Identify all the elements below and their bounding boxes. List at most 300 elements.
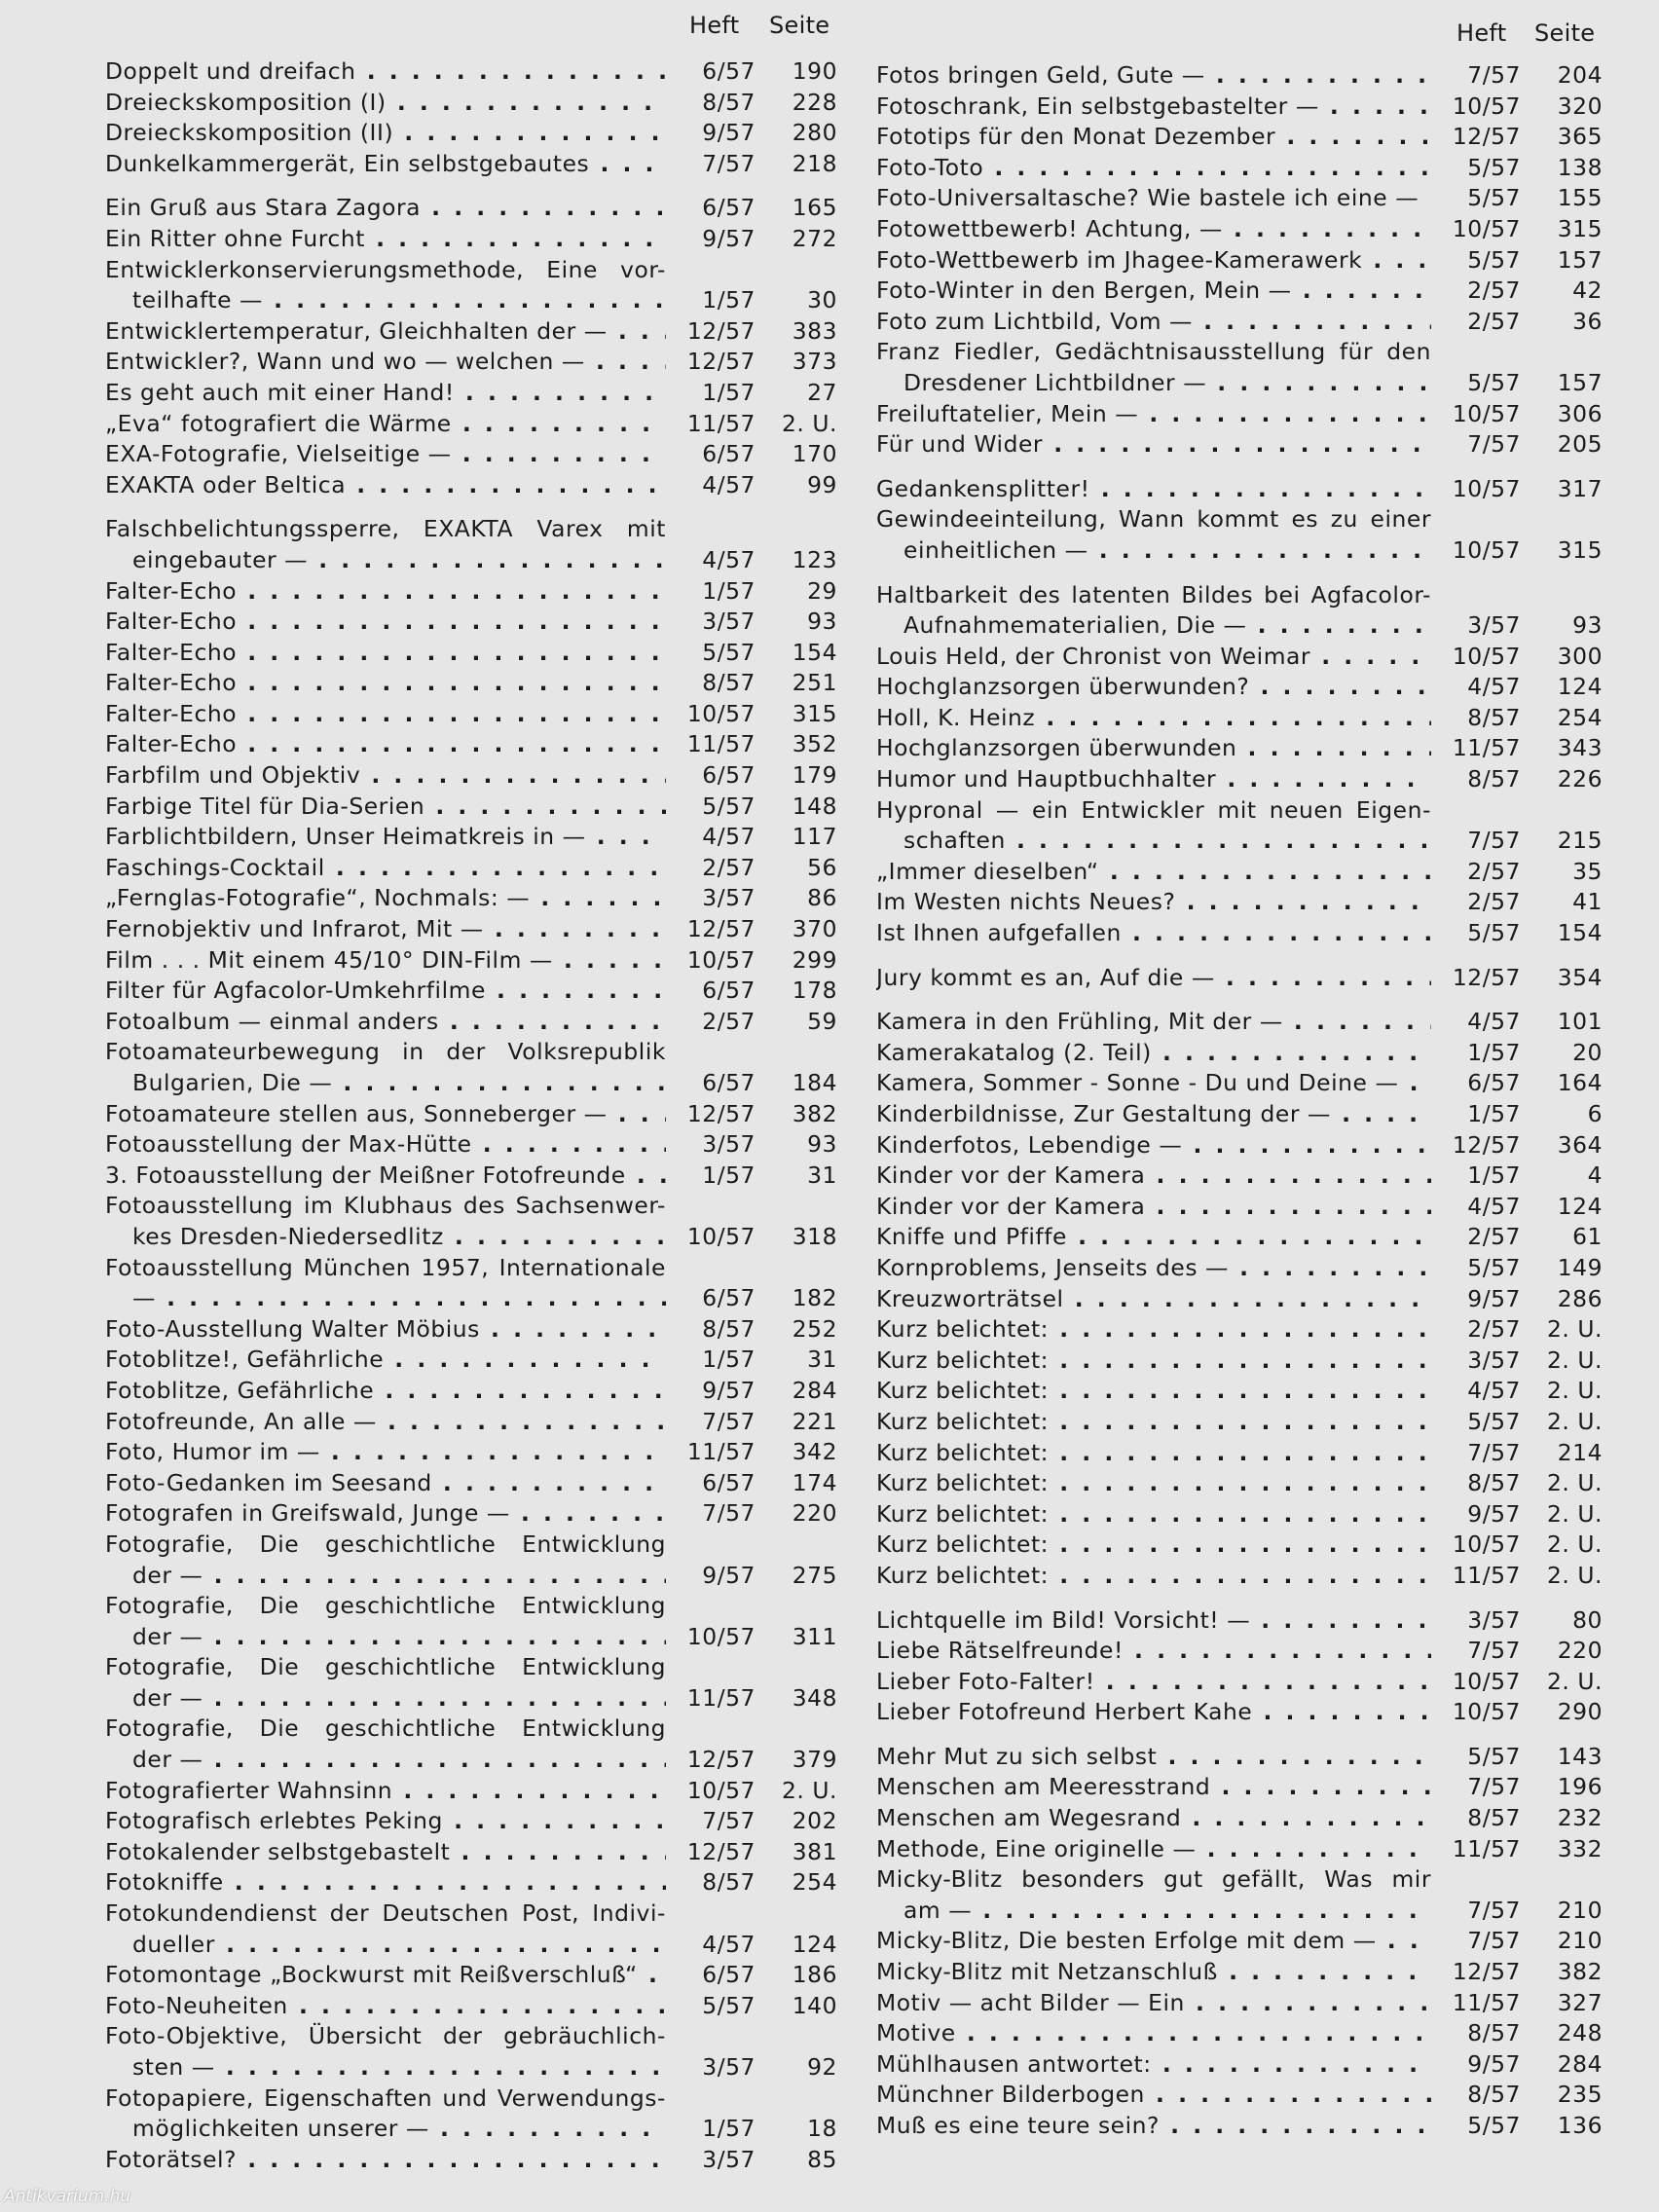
entry-title-line: Falter-Echo . . . bbox=[105, 607, 666, 638]
entry-seite: 196 bbox=[1557, 1773, 1603, 1801]
entry-heft: 10/57 bbox=[1452, 214, 1521, 242]
entry-title-line: Kinderbildnisse, Zur Gestaltung der — . . . bbox=[876, 1099, 1431, 1130]
entry-seite: 124 bbox=[1557, 673, 1603, 701]
index-entry bbox=[876, 1561, 1603, 1592]
entry-title-line: Lichtquelle im Bild! Vorsicht! — . . . bbox=[876, 1605, 1431, 1637]
index-entry bbox=[876, 795, 1603, 857]
entry-seite: 157 bbox=[1557, 368, 1603, 396]
entry-seite: 218 bbox=[792, 149, 837, 177]
entry-seite: 343 bbox=[1557, 734, 1603, 762]
entry-heft: 12/57 bbox=[686, 1099, 756, 1127]
index-entry bbox=[876, 1742, 1603, 1773]
entry-heft: 8/57 bbox=[702, 669, 756, 697]
entry-heft: 5/57 bbox=[1467, 368, 1521, 396]
entry-heft: 9/57 bbox=[1467, 1499, 1521, 1528]
index-entry bbox=[876, 1803, 1603, 1834]
entry-title-line: Methode, Eine originelle — . . . bbox=[876, 1834, 1431, 1865]
entry-heft: 8/57 bbox=[1467, 703, 1521, 731]
entry-title-line: Holl, K. Heinz . . . bbox=[876, 703, 1431, 734]
entry-heft: 8/57 bbox=[702, 88, 756, 116]
entry-heft: 12/57 bbox=[1452, 1130, 1521, 1159]
entry-title-line: Foto-Wettbewerb im Jhagee-Kamerawerk . . . bbox=[876, 245, 1431, 276]
entry-heft: 5/57 bbox=[1467, 2112, 1521, 2139]
entry-heft: 11/57 bbox=[686, 1438, 756, 1466]
entry-heft: 2/57 bbox=[1467, 1315, 1521, 1344]
entry-seite: 251 bbox=[792, 669, 837, 697]
entry-title-line: Fotomontage „Bockwurst mit Reißverschluß“ . . . bbox=[105, 1960, 666, 1991]
index-entry bbox=[105, 439, 837, 470]
entry-title-line: — . . . bbox=[105, 1283, 666, 1314]
index-entry bbox=[105, 88, 837, 119]
section-gap bbox=[876, 949, 1603, 963]
entry-heft: 10/57 bbox=[686, 1776, 756, 1804]
entry-seite: 318 bbox=[792, 1222, 837, 1250]
index-entry bbox=[105, 1129, 837, 1161]
entry-title-line: der — . . . bbox=[105, 1683, 666, 1714]
entry-heft: 1/57 bbox=[702, 286, 756, 314]
entry-seite: 220 bbox=[792, 1499, 837, 1528]
entry-heft: 7/57 bbox=[1467, 1896, 1521, 1924]
entry-title-line: kes Dresden-Niedersedlitz . . . bbox=[105, 1222, 666, 1253]
entry-title-line: Filter für Agfacolor-Umkehrfilme . . . bbox=[105, 976, 666, 1007]
entry-heft: 2/57 bbox=[702, 853, 756, 881]
index-entry bbox=[876, 1314, 1603, 1346]
entry-title-line: Hochglanzsorgen überwunden . . . bbox=[876, 733, 1431, 764]
entry-heft: 10/57 bbox=[1452, 1667, 1521, 1695]
entry-seite: 381 bbox=[792, 1837, 837, 1865]
entry-heft: 9/57 bbox=[702, 1376, 756, 1404]
index-entry bbox=[876, 214, 1603, 245]
entry-title-line: Kurz belichtet: . . . bbox=[876, 1530, 1431, 1561]
entry-seite: 275 bbox=[792, 1561, 837, 1589]
entry-title-line: Falter-Echo . . . bbox=[105, 699, 666, 730]
index-entry bbox=[105, 1037, 837, 1098]
entry-heft: 7/57 bbox=[1467, 1637, 1521, 1665]
entry-heft: 12/57 bbox=[686, 348, 756, 376]
entry-seite: 272 bbox=[792, 224, 837, 252]
entry-heft: 1/57 bbox=[1467, 1161, 1521, 1190]
entry-seite: 299 bbox=[792, 945, 837, 974]
entry-title-line: Foto-Gedanken im Seesand . . . bbox=[105, 1468, 666, 1499]
index-entry bbox=[876, 703, 1603, 734]
index-entry bbox=[105, 1837, 837, 1868]
section-gap bbox=[105, 500, 837, 514]
entry-title-line: Foto-Ausstellung Walter Möbius . . . bbox=[105, 1314, 666, 1346]
index-entry bbox=[105, 760, 837, 792]
entry-seite: 280 bbox=[792, 119, 837, 147]
entry-heft: 6/57 bbox=[702, 1961, 756, 1989]
entry-title-line: Fotoamateure stellen aus, Sonneberger — . . . bbox=[105, 1099, 666, 1130]
section-gap bbox=[876, 567, 1603, 580]
entry-title-line: Fotopapiere, Eigenschaften und Verwendungs- bbox=[105, 2083, 666, 2112]
entry-title-line: EXAKTA oder Beltica . . . bbox=[105, 470, 666, 501]
entry-heft: 10/57 bbox=[686, 1622, 756, 1650]
index-entry bbox=[876, 1222, 1603, 1253]
index-entry bbox=[105, 576, 837, 608]
entry-seite: 210 bbox=[1557, 1896, 1603, 1924]
entry-heft: 1/57 bbox=[702, 2115, 756, 2143]
index-entry bbox=[105, 1314, 837, 1346]
entry-title-line: Fotoausstellung im Klubhaus des Sachsenwer- bbox=[105, 1192, 666, 1220]
index-entry bbox=[876, 1697, 1603, 1728]
entry-title-line: Dreieckskomposition (II) . . . bbox=[105, 118, 666, 149]
entry-seite: 18 bbox=[807, 2115, 837, 2143]
index-entry bbox=[876, 1667, 1603, 1698]
entry-seite: 93 bbox=[1572, 611, 1603, 640]
entry-title-line: Kreuzworträtsel . . . bbox=[876, 1284, 1431, 1315]
entry-seite: 2. U. bbox=[781, 409, 837, 437]
entry-title-line: Foto-Universaltasche? Wie bastele ich eine — . . . bbox=[876, 183, 1431, 214]
entry-title-line: Menschen am Wegesrand . . . bbox=[876, 1803, 1431, 1834]
entry-heft: 5/57 bbox=[702, 638, 756, 666]
entry-seite: 56 bbox=[807, 853, 837, 881]
index-entry bbox=[876, 1407, 1603, 1438]
entry-seite: 382 bbox=[792, 1099, 837, 1127]
entry-title-line: Kinder vor der Kamera . . . bbox=[876, 1161, 1431, 1192]
entry-title-line: EXA-Fotografie, Vielseitige — . . . bbox=[105, 439, 666, 470]
entry-seite: 179 bbox=[792, 761, 837, 790]
index-entry bbox=[876, 1438, 1603, 1469]
index-entry bbox=[105, 2083, 837, 2145]
index-entry bbox=[876, 857, 1603, 888]
entry-title-line: Entwickler?, Wann und wo — welchen — . . . bbox=[105, 347, 666, 378]
entry-heft: 9/57 bbox=[1467, 1284, 1521, 1312]
entry-heft: 3/57 bbox=[1467, 1346, 1521, 1374]
entry-seite: 332 bbox=[1557, 1834, 1603, 1862]
entry-title-line: Foto-Objektive, Übersicht der gebräuchlich- bbox=[105, 2022, 666, 2050]
entry-seite: 164 bbox=[1557, 1069, 1603, 1097]
index-entry bbox=[876, 1499, 1603, 1530]
index-entry bbox=[876, 399, 1603, 430]
entry-seite: 252 bbox=[792, 1314, 837, 1343]
entry-heft: 7/57 bbox=[1467, 430, 1521, 459]
entry-seite: 170 bbox=[792, 440, 837, 468]
index-entry bbox=[876, 672, 1603, 703]
entry-heft: 6/57 bbox=[702, 194, 756, 222]
entry-title-line: Humor und Hauptbuchhalter . . . bbox=[876, 764, 1431, 795]
index-entry bbox=[876, 963, 1603, 994]
entry-seite: 320 bbox=[1557, 92, 1603, 120]
entry-seite: 149 bbox=[1557, 1253, 1603, 1281]
entry-seite: 93 bbox=[807, 608, 837, 636]
entry-title-line: Fotoblitze, Gefährliche . . . bbox=[105, 1376, 666, 1407]
entry-heft: 4/57 bbox=[1467, 1377, 1521, 1405]
entry-title-line: Faschings-Cocktail . . . bbox=[105, 853, 666, 884]
entry-seite: 61 bbox=[1572, 1223, 1603, 1251]
index-entry bbox=[876, 1834, 1603, 1865]
index-entries-right bbox=[876, 60, 1603, 2142]
entry-seite: 214 bbox=[1557, 1438, 1603, 1466]
entry-seite: 124 bbox=[792, 1930, 837, 1958]
entry-seite: 165 bbox=[792, 194, 837, 222]
entry-heft: 9/57 bbox=[702, 1561, 756, 1589]
entry-seite: 202 bbox=[792, 1807, 837, 1835]
index-entry bbox=[876, 1099, 1603, 1130]
entry-title-line: Fotografie, Die geschichtliche Entwicklung bbox=[105, 1714, 666, 1743]
entry-heft: 8/57 bbox=[1467, 2081, 1521, 2109]
entry-seite: 220 bbox=[1557, 1637, 1603, 1665]
index-entry bbox=[105, 1714, 837, 1775]
index-entry bbox=[876, 429, 1603, 461]
entry-title-line: Mehr Mut zu sich selbst . . . bbox=[876, 1742, 1431, 1773]
entry-heft: 2/57 bbox=[1467, 307, 1521, 335]
entry-seite: 365 bbox=[1557, 123, 1603, 151]
entry-seite: 86 bbox=[807, 884, 837, 912]
entry-title-line: Falter-Echo . . . bbox=[105, 668, 666, 699]
entry-title-line: Kamera, Sommer - Sonne - Du und Deine — . . . bbox=[876, 1068, 1431, 1099]
entry-title-line: Hypronal — ein Entwickler mit neuen Eigen- bbox=[876, 795, 1431, 824]
entry-title-line: einheitlichen — . . . bbox=[876, 535, 1431, 567]
entry-seite: 2. U. bbox=[1546, 1407, 1603, 1435]
index-entry bbox=[876, 1772, 1603, 1803]
entry-title-line: Kamera in den Frühling, Mit der — . . . bbox=[876, 1007, 1431, 1038]
entry-seite: 327 bbox=[1557, 1988, 1603, 2016]
entry-seite: 29 bbox=[807, 576, 837, 605]
entry-heft: 6/57 bbox=[702, 977, 756, 1005]
entry-heft: 2/57 bbox=[1467, 888, 1521, 916]
entry-heft: 4/57 bbox=[702, 1930, 756, 1958]
entry-seite: 342 bbox=[792, 1438, 837, 1466]
entry-title-line: Kamerakatalog (2. Teil) . . . bbox=[876, 1038, 1431, 1069]
entry-title-line: dueller . . . bbox=[105, 1930, 666, 1961]
entry-title-line: „Eva“ fotografiert die Wärme . . . bbox=[105, 409, 666, 440]
index-entry bbox=[105, 1191, 837, 1252]
entry-heft: 8/57 bbox=[1467, 1804, 1521, 1832]
entry-heft: 7/57 bbox=[1467, 1438, 1521, 1466]
index-entry bbox=[105, 2021, 837, 2083]
entry-heft: 11/57 bbox=[686, 409, 756, 437]
index-entry bbox=[105, 1099, 837, 1130]
entry-seite: 143 bbox=[1557, 1742, 1603, 1770]
entry-title-line: Falter-Echo . . . bbox=[105, 638, 666, 669]
entry-title-line: Louis Held, der Chronist von Weimar . . . bbox=[876, 642, 1431, 673]
entry-title-line: Film . . . Mit einem 45/10° DIN-Film — . . . bbox=[105, 945, 666, 977]
entry-title-line: Fotoausstellung der Max-Hütte . . . bbox=[105, 1129, 666, 1161]
entry-heft: 10/57 bbox=[686, 699, 756, 727]
entry-heft: 10/57 bbox=[1452, 92, 1521, 120]
header-heft: Heft bbox=[1456, 19, 1507, 47]
index-entry bbox=[105, 316, 837, 348]
index-entries-left bbox=[105, 56, 837, 2175]
entry-seite: 42 bbox=[1572, 276, 1603, 305]
entry-heft: 7/57 bbox=[702, 149, 756, 177]
index-entry bbox=[105, 1007, 837, 1038]
entry-heft: 12/57 bbox=[686, 915, 756, 943]
entry-title-line: Entwicklerkonservierungsmethode, Eine vor- bbox=[105, 255, 666, 283]
entry-title-line: Kurz belichtet: . . . bbox=[876, 1407, 1431, 1438]
entry-seite: 364 bbox=[1557, 1130, 1603, 1159]
entry-seite: 315 bbox=[1557, 535, 1603, 564]
index-entry bbox=[105, 1806, 837, 1837]
entry-seite: 140 bbox=[792, 1991, 837, 2019]
entry-heft: 3/57 bbox=[702, 2145, 756, 2173]
entry-title-line: Fotoschrank, Ein selbstgebastelter — . . . bbox=[876, 92, 1431, 123]
index-entry bbox=[876, 504, 1603, 566]
entry-seite: 138 bbox=[1557, 153, 1603, 181]
entry-title-line: Gedankensplitter! . . . bbox=[876, 474, 1431, 505]
entry-seite: 6 bbox=[1587, 1100, 1603, 1127]
entry-seite: 354 bbox=[1557, 963, 1603, 991]
entry-title-line: Fotografen in Greifswald, Junge — . . . bbox=[105, 1498, 666, 1530]
watermark: Antikvarium.hu bbox=[4, 2187, 131, 2206]
entry-heft: 6/57 bbox=[702, 57, 756, 85]
entry-seite: 317 bbox=[1557, 474, 1603, 502]
entry-title-line: teilhafte — . . . bbox=[105, 285, 666, 316]
entry-seite: 2. U. bbox=[1546, 1377, 1603, 1405]
entry-title-line: Falschbelichtungssperre, EXAKTA Varex mit bbox=[105, 515, 666, 543]
entry-title-line: Farbfilm und Objektiv . . . bbox=[105, 760, 666, 792]
index-entry bbox=[876, 474, 1603, 505]
index-entry bbox=[105, 699, 837, 730]
index-entry bbox=[876, 1605, 1603, 1637]
index-entry bbox=[876, 1192, 1603, 1223]
index-entry bbox=[876, 1038, 1603, 1069]
index-entry bbox=[105, 1776, 837, 1807]
index-entry bbox=[105, 470, 837, 501]
entry-title-line: am — . . . bbox=[876, 1896, 1431, 1927]
entry-title-line: „Fernglas-Fotografie“, Nochmals: — . . . bbox=[105, 883, 666, 914]
entry-seite: 184 bbox=[792, 1069, 837, 1096]
entry-title-line: Fotofreunde, An alle — . . . bbox=[105, 1407, 666, 1438]
entry-title-line: Fotografierter Wahnsinn . . . bbox=[105, 1776, 666, 1807]
index-entry bbox=[876, 1988, 1603, 2019]
entry-heft: 12/57 bbox=[686, 1837, 756, 1865]
entry-heft: 1/57 bbox=[702, 378, 756, 406]
entry-heft: 5/57 bbox=[1467, 184, 1521, 212]
entry-title-line: eingebauter — . . . bbox=[105, 545, 666, 576]
entry-title-line: Motive . . . bbox=[876, 2018, 1431, 2049]
index-entry bbox=[876, 1346, 1603, 1377]
index-entry bbox=[876, 1284, 1603, 1315]
entry-seite: 382 bbox=[1557, 1958, 1603, 1986]
entry-seite: 210 bbox=[1557, 1927, 1603, 1955]
entry-seite: 182 bbox=[792, 1284, 837, 1312]
entry-title-line: Kurz belichtet: . . . bbox=[876, 1468, 1431, 1499]
entry-title-line: Gewindeeinteilung, Wann kommt es zu einer bbox=[876, 505, 1431, 534]
entry-heft: 11/57 bbox=[686, 1683, 756, 1712]
entry-heft: 3/57 bbox=[702, 2053, 756, 2081]
entry-seite: 154 bbox=[1557, 919, 1603, 947]
entry-seite: 148 bbox=[792, 792, 837, 820]
entry-seite: 204 bbox=[1557, 61, 1603, 89]
entry-title-line: Kurz belichtet: . . . bbox=[876, 1499, 1431, 1530]
index-entry bbox=[105, 792, 837, 823]
entry-title-line: Fotokundendienst der Deutschen Post, Indivi- bbox=[105, 1899, 666, 1928]
entry-title-line: Motiv — acht Bilder — Ein . . . bbox=[876, 1988, 1431, 2019]
entry-title-line: Fotoamateurbewegung in der Volksrepublik bbox=[105, 1038, 666, 1066]
index-entry bbox=[105, 1591, 837, 1652]
index-entry bbox=[876, 580, 1603, 642]
entry-heft: 3/57 bbox=[702, 884, 756, 912]
entry-seite: 284 bbox=[792, 1376, 837, 1404]
entry-title-line: Franz Fiedler, Gedächtnisausstellung für den bbox=[876, 338, 1431, 366]
entry-title-line: Fernobjektiv und Infrarot, Mit — . . . bbox=[105, 914, 666, 945]
entry-title-line: Fotografie, Die geschichtliche Entwicklung bbox=[105, 1592, 666, 1620]
entry-heft: 11/57 bbox=[1452, 1834, 1521, 1862]
entry-title-line: Mühlhausen antwortet: . . . bbox=[876, 2049, 1431, 2081]
entry-title-line: der — . . . bbox=[105, 1745, 666, 1776]
entry-title-line: Im Westen nichts Neues? . . . bbox=[876, 887, 1431, 918]
entry-title-line: Lieber Fotofreund Herbert Kahe . . . bbox=[876, 1697, 1431, 1728]
index-entry bbox=[876, 1468, 1603, 1499]
entry-title-line: Foto-Winter in den Bergen, Mein — . . . bbox=[876, 276, 1431, 307]
entry-title-line: Fototips für den Monat Dezember . . . bbox=[876, 122, 1431, 153]
entry-seite: 370 bbox=[792, 915, 837, 943]
section-gap bbox=[876, 1592, 1603, 1605]
entry-title-line: Fotokniffe . . . bbox=[105, 1867, 666, 1899]
entry-seite: 2. U. bbox=[1546, 1667, 1603, 1695]
entry-seite: 254 bbox=[792, 1868, 837, 1897]
index-entry bbox=[105, 255, 837, 316]
entry-title-line: der — . . . bbox=[105, 1561, 666, 1592]
entry-seite: 99 bbox=[807, 470, 837, 498]
entry-title-line: Farbige Titel für Dia-Serien . . . bbox=[105, 792, 666, 823]
entry-heft: 12/57 bbox=[1452, 123, 1521, 151]
index-entry bbox=[105, 2145, 837, 2176]
entry-title-line: Menschen am Meeresstrand . . . bbox=[876, 1772, 1431, 1803]
entry-title-line: Foto, Humor im — . . . bbox=[105, 1437, 666, 1468]
entry-seite: 379 bbox=[792, 1746, 837, 1774]
entry-title-line: Fotorätsel? . . . bbox=[105, 2145, 666, 2176]
index-entry bbox=[105, 1376, 837, 1407]
entry-seite: 20 bbox=[1572, 1038, 1603, 1066]
index-entry bbox=[105, 1867, 837, 1899]
entry-seite: 311 bbox=[792, 1622, 837, 1650]
entry-heft: 5/57 bbox=[702, 792, 756, 820]
entry-heft: 9/57 bbox=[702, 119, 756, 147]
entry-title-line: Kinderfotos, Lebendige — . . . bbox=[876, 1130, 1431, 1161]
entry-heft: 11/57 bbox=[686, 730, 756, 758]
index-entry bbox=[876, 1530, 1603, 1561]
entry-seite: 248 bbox=[1557, 2019, 1603, 2047]
entry-seite: 2. U. bbox=[1546, 1346, 1603, 1374]
entry-seite: 215 bbox=[1557, 827, 1603, 855]
entry-seite: 2. U. bbox=[1546, 1561, 1603, 1589]
entry-title-line: Foto zum Lichtbild, Vom — . . . bbox=[876, 307, 1431, 338]
index-entry bbox=[105, 1407, 837, 1438]
index-entry bbox=[876, 92, 1603, 123]
entry-seite: 30 bbox=[807, 286, 837, 314]
entry-title-line: sten — . . . bbox=[105, 2052, 666, 2083]
entry-title-line: Kniffe und Pfiffe . . . bbox=[876, 1222, 1431, 1253]
index-entry bbox=[105, 193, 837, 224]
index-entry bbox=[876, 1636, 1603, 1667]
entry-title-line: Falter-Echo . . . bbox=[105, 576, 666, 608]
index-entry bbox=[105, 56, 837, 88]
entry-seite: 300 bbox=[1557, 642, 1603, 670]
entry-seite: 41 bbox=[1572, 888, 1603, 916]
entry-heft: 7/57 bbox=[1467, 61, 1521, 89]
entry-title-line: Liebe Rätselfreunde! . . . bbox=[876, 1636, 1431, 1667]
entry-heft: 10/57 bbox=[1452, 1698, 1521, 1726]
index-entry bbox=[876, 764, 1603, 795]
entry-heft: 5/57 bbox=[1467, 245, 1521, 274]
entry-seite: 235 bbox=[1557, 2081, 1603, 2109]
index-entry bbox=[105, 409, 837, 440]
index-entry bbox=[876, 2049, 1603, 2081]
entry-seite: 157 bbox=[1557, 245, 1603, 274]
entry-seite: 232 bbox=[1557, 1804, 1603, 1832]
index-entry bbox=[876, 245, 1603, 276]
entry-title-line: Farblichtbildern, Unser Heimatkreis in — . . . bbox=[105, 822, 666, 853]
entry-heft: 4/57 bbox=[702, 545, 756, 573]
entry-title-line: Freiluftatelier, Mein — . . . bbox=[876, 399, 1431, 430]
entry-heft: 5/57 bbox=[1467, 1407, 1521, 1435]
entry-title-line: Bulgarien, Die — . . . bbox=[105, 1068, 666, 1099]
index-entry bbox=[876, 918, 1603, 949]
header-heft: Heft bbox=[689, 12, 740, 39]
entry-seite: 205 bbox=[1557, 430, 1603, 459]
